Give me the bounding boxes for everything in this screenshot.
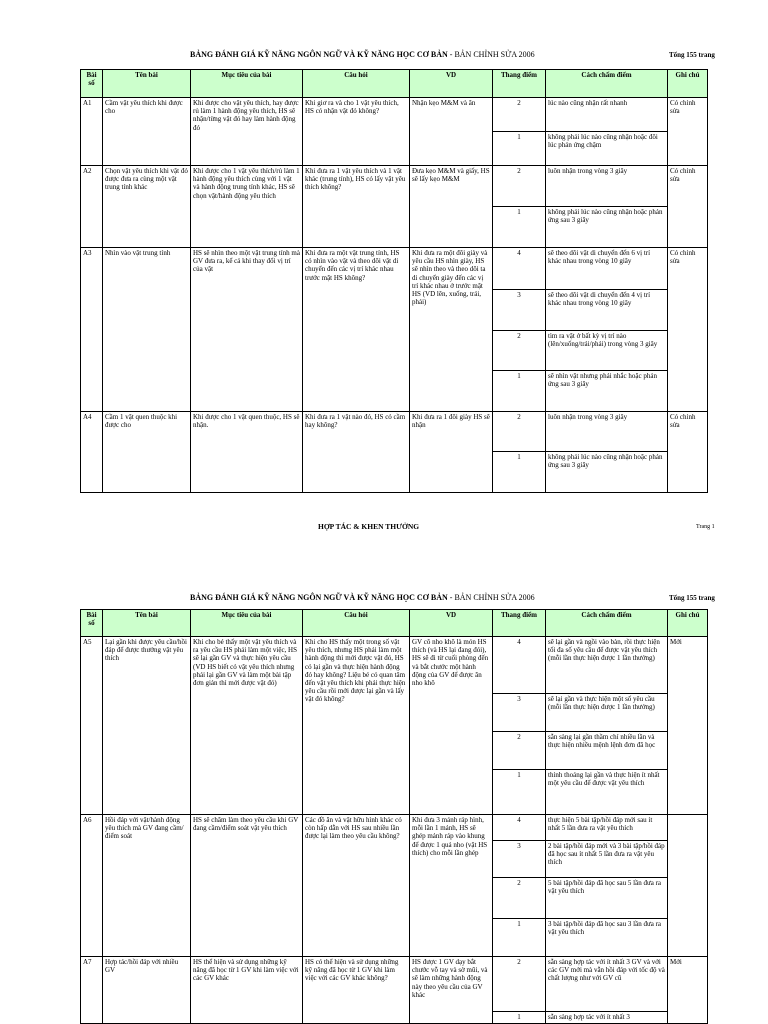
col-header-ten-bai: Tên bài: [103, 610, 191, 637]
page1-total-pages: Tổng 155 trang: [669, 51, 715, 59]
item-name: Chọn vật yêu thích khi vật đó được đưa ra cùng một vật trung tính khác: [103, 166, 191, 248]
col-header-ghi-chu: Ghi chú: [668, 70, 708, 98]
item-criteria: sẵn sàng lại gần thầm chí nhiều lần và thực hiện nhiều mệnh lệnh đơn đã học: [546, 732, 668, 770]
page1-title-sub: - BẢN CHỈNH SỬA 2006: [447, 50, 535, 59]
item-example: GV cô nho khô là món HS thích (và HS lại đang đói), HS sẽ đi từ cuối phòng đến và bắt chước một hành động của GV để được ăn nho khô: [410, 637, 493, 815]
col-header-cau-hoi: Câu hỏi: [303, 70, 410, 98]
item-example: Khi đưa ra một đôi giày và yêu cầu HS nhìn giày, HS sẽ nhìn theo và theo dõi ta di chuyển giày đến các vị trí khác nhau ở trước mặt HS (VD lên, xuống, trái, phải): [410, 248, 493, 412]
table-row: [81, 166, 708, 207]
col-header-vd: VD: [410, 610, 493, 637]
item-example: HS được 1 GV dạy bắt chước vỗ tay và sờ mũi, và sẽ làm những hành động này theo yêu cầu của GV khác: [410, 957, 493, 1024]
item-question: Khi giơ ra và cho 1 vật yêu thích, HS có nhận vật đó không?: [303, 98, 410, 166]
page2-title-sub: - BẢN CHỈNH SỬA 2006: [447, 593, 535, 602]
item-criteria: sẽ lại gần và ngồi vào bàn, rồi thực hiện tối đa số yêu cầu để được vật yêu thích (mỗi lần thực hiện được 1 lần thưởng): [546, 637, 668, 694]
item-criteria: 2 bài tập/hồi đáp mới và 3 bài tập/hồi đáp đã học sau ít nhất 5 lần đưa ra vật yêu thích: [546, 841, 668, 878]
table-row: [81, 957, 708, 1012]
item-score: 2: [493, 98, 546, 132]
item-criteria: không phải lúc nào cũng nhận hoặc phản ứng sau 3 giây: [546, 207, 668, 248]
item-score: 2: [493, 957, 546, 1012]
item-id: A7: [81, 957, 103, 1024]
item-note: Có chỉnh sửa: [668, 98, 708, 166]
item-goal: Khi được cho vật yêu thích, hay được rủ làm 1 hành động yêu thích, HS sẽ nhận/từng vật đó hay làm hành động đó: [191, 98, 303, 166]
item-note: Có chỉnh sửa: [668, 248, 708, 412]
col-header-bai-so: Bài số: [81, 70, 103, 98]
col-header-cach-cham: Cách chấm điểm: [546, 70, 668, 98]
item-criteria: sẽ theo dõi vật di chuyển đến 6 vị trí khác nhau trong vòng 10 giây: [546, 248, 668, 290]
item-name: Cầm 1 vật quen thuộc khi được cho: [103, 412, 191, 493]
item-score: 2: [493, 878, 546, 919]
item-score: 1: [493, 770, 546, 815]
item-score: 4: [493, 815, 546, 841]
page2-table: [80, 609, 708, 1024]
col-header-bai-so: Bài số: [81, 610, 103, 637]
item-note: Mới: [668, 637, 708, 815]
table-row: [81, 98, 708, 132]
item-score: 1: [493, 207, 546, 248]
page1-title: [190, 50, 535, 59]
item-criteria: luôn nhận trong vòng 3 giây: [546, 166, 668, 207]
col-header-ghi-chu: Ghi chú: [668, 610, 708, 637]
page2-header-row: [81, 610, 708, 637]
col-header-vd: VD: [410, 70, 493, 98]
col-header-thang-diem: Thang điểm: [493, 610, 546, 637]
item-question: Khi đưa ra 1 vật nào đó, HS có cầm hay không?: [303, 412, 410, 493]
item-score: 3: [493, 694, 546, 732]
page1-page-number: Trang 1: [696, 524, 715, 530]
item-goal: Khi được cho 1 vật quen thuộc, HS sẽ nhận.: [191, 412, 303, 493]
item-criteria: thỉnh thoảng lại gần và thực hiện ít nhất một yêu cầu để được vật yêu thích: [546, 770, 668, 815]
item-goal: Khi được cho 1 vật yêu thích/rủ làm 1 hành động yêu thích cùng với 1 vật và hành động trung tính khác, HS sẽ chọn vật/hành động yêu thích: [191, 166, 303, 248]
item-score: 4: [493, 637, 546, 694]
item-goal: HS sẽ nhìn theo một vật trung tính mà GV đưa ra, kể cả khi thay đổi vị trí của vật: [191, 248, 303, 412]
item-score: 1: [493, 371, 546, 412]
item-score: 2: [493, 331, 546, 371]
item-score: 1: [493, 919, 546, 957]
item-example: Nhận kẹo M&M và ăn: [410, 98, 493, 166]
item-criteria: luôn nhận trong vòng 3 giây: [546, 412, 668, 452]
item-goal: HS thể hiện và sử dụng những kỹ năng đã học từ 1 GV khi làm việc với các GV khác: [191, 957, 303, 1024]
col-header-muc-tieu: Mục tiêu của bài: [191, 610, 303, 637]
item-name: Hồi đáp với vật/hành động yêu thích mà GV đang cầm/điểm soát: [103, 815, 191, 957]
page2-title-main: BẢNG ĐÁNH GIÁ KỸ NĂNG NGÔN NGỮ VÀ KỸ NĂNG HỌC CƠ BẢN: [190, 593, 448, 602]
col-header-cach-cham: Cách chấm điểm: [546, 610, 668, 637]
item-goal: Khi cho bé thấy một vật yêu thích và ra yêu cầu HS phải làm một việc, HS sẽ lại gần GV và thực hiện yêu cầu (VD HS biết có vật yêu thích nhưng phải lại gần GV và làm một bài tập đơn giản thì mới được vật đó): [191, 637, 303, 815]
item-score: 2: [493, 412, 546, 452]
item-criteria: 5 bài tập/hồi đáp đã học sau 5 lần đưa ra vật yêu thích: [546, 878, 668, 919]
item-example: Khi đưa 3 mảnh ráp hình, mỗi lần 1 mảnh, HS sẽ ghép mảnh ráp vào khung để được 1 quả nho (vật HS thích) cho mỗi lần ghép: [410, 815, 493, 957]
item-criteria: sẽ nhìn vật nhưng phải nhắc hoặc phản ứng sau 3 giây: [546, 371, 668, 412]
page2-total-pages: Tổng 155 trang: [669, 594, 715, 602]
item-criteria: 3 bài tập/hồi đáp đã học sau 3 lần đưa ra vật yêu thích: [546, 919, 668, 957]
item-criteria: không phải lúc nào cũng nhận hoặc phản ứng sau 3 giây: [546, 452, 668, 493]
table-row: [81, 248, 708, 290]
item-question: Khi cho HS thấy một trong số vật yêu thích, nhưng HS phải làm một hành động thì mới được vật đó, HS có lại gần và thực hiện hành động đó hay không? Liệu bé có quan tâm đến vật yêu thích khi phải thực hiện yêu cầu rồi mới được lại gần và lấy vật đó không?: [303, 637, 410, 815]
page1-title-main: BẢNG ĐÁNH GIÁ KỸ NĂNG NGÔN NGỮ VÀ KỸ NĂNG HỌC CƠ BẢN: [190, 50, 448, 59]
item-score: 1: [493, 1012, 546, 1024]
item-id: A3: [81, 248, 103, 412]
item-question: Khi đưa ra 1 vật yêu thích và 1 vật khác (trung tính), HS có lấy vật yêu thích không?: [303, 166, 410, 248]
page1-table: [80, 69, 708, 493]
item-score: 3: [493, 290, 546, 331]
item-criteria: sẽ lại gần và thực hiện một số yêu cầu (mỗi lần thực hiện được 1 lần thưởng): [546, 694, 668, 732]
item-id: A4: [81, 412, 103, 493]
item-name: Hợp tác/hồi đáp với nhiều GV: [103, 957, 191, 1024]
item-id: A1: [81, 98, 103, 166]
page2-title: [190, 593, 535, 602]
table-row: [81, 412, 708, 452]
page1-footer-title: HỢP TÁC & KHEN THƯỞNG: [318, 522, 420, 531]
item-example: Khi đưa ra 1 đôi giày HS sẽ nhận: [410, 412, 493, 493]
item-note: Có chỉnh sửa: [668, 412, 708, 493]
item-id: A2: [81, 166, 103, 248]
item-score: 2: [493, 732, 546, 770]
item-criteria: không phải lúc nào cũng nhận hoặc đôi lúc phản ứng chậm: [546, 132, 668, 166]
table-row: [81, 815, 708, 841]
item-id: A5: [81, 637, 103, 815]
item-score: 1: [493, 452, 546, 493]
item-note: Mới: [668, 957, 708, 1024]
item-note: [668, 815, 708, 957]
item-criteria: tìm ra vật ở bất kỳ vị trí nào (lên/xuống/trái/phải) trong vòng 3 giây: [546, 331, 668, 371]
item-score: 1: [493, 132, 546, 166]
page1-header-row: [81, 70, 708, 98]
item-criteria: sẵn sàng hợp tác với ít nhất 3: [546, 1012, 668, 1024]
item-criteria: lúc nào cũng nhận rất nhanh: [546, 98, 668, 132]
item-note: Có chỉnh sửa: [668, 166, 708, 248]
col-header-ten-bai: Tên bài: [103, 70, 191, 98]
item-id: A6: [81, 815, 103, 957]
item-criteria: sẵn sàng hợp tác với ít nhất 3 GV và với các GV mới mà vẫn hồi đáp với tốc độ và chất lượng như với GV cũ: [546, 957, 668, 1012]
item-name: Cầm vật yêu thích khi được cho: [103, 98, 191, 166]
item-score: 4: [493, 248, 546, 290]
item-goal: HS sẽ chăm làm theo yêu cầu khi GV đang cầm/điểm soát vật yêu thích: [191, 815, 303, 957]
item-criteria: sẽ theo dõi vật di chuyển đến 4 vị trí khác nhau trong vòng 10 giây: [546, 290, 668, 331]
col-header-cau-hoi: Câu hỏi: [303, 610, 410, 637]
item-score: 3: [493, 841, 546, 878]
item-example: Đưa kẹo M&M và giấy, HS sẽ lấy kẹo M&M: [410, 166, 493, 248]
item-score: 2: [493, 166, 546, 207]
col-header-thang-diem: Thang điểm: [493, 70, 546, 98]
item-question: HS có thể hiện và sử dụng những kỹ năng đã học từ 1 GV khi làm việc với các GV khác không?: [303, 957, 410, 1024]
item-name: Lại gần khi được yêu cầu/hồi đáp để được thưởng vật yêu thích: [103, 637, 191, 815]
table-row: [81, 637, 708, 694]
item-criteria: thực hiện 5 bài tập/hồi đáp mới sau ít nhất 5 lần đưa ra vật yêu thích: [546, 815, 668, 841]
item-name: Nhìn vào vật trung tính: [103, 248, 191, 412]
item-question: Khi đưa ra một vật trung tính, HS có nhìn vào vật và theo dõi vật di chuyển đến các vị trí khác nhau trước mặt HS không?: [303, 248, 410, 412]
col-header-muc-tieu: Mục tiêu của bài: [191, 70, 303, 98]
item-question: Các đồ ăn và vật hữu hình khác có còn hấp dẫn với HS sau nhiều lần được lại làm theo yêu cầu không?: [303, 815, 410, 957]
